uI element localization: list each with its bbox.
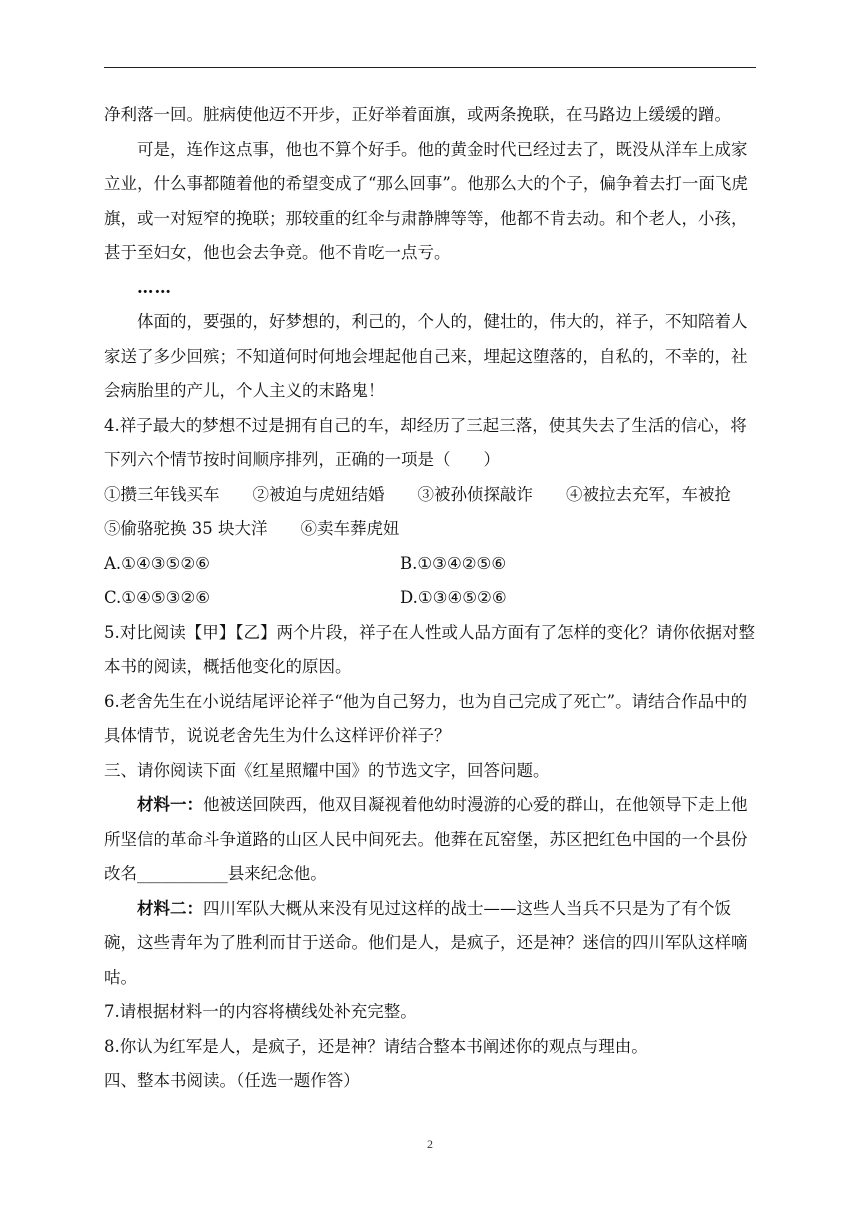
question-5: 5.对比阅读【甲】【乙】两个片段，祥子在人性或人品方面有了怎样的变化？请你依据对整本书的阅读，概括他变化的原因。: [104, 622, 755, 676]
section-4-heading: 四、整本书阅读。（任选一题作答）: [104, 1071, 360, 1090]
question-4-stem: 4.祥子最大的梦想不过是拥有自己的车，却经历了三起三落，使其失去了生活的信心，将下列六个情节按时间顺序排列，正确的一项是（ ）: [104, 415, 747, 469]
question-4-options-row-1: [104, 547, 756, 582]
question-4-events: ①攒三年钱买车 ②被迫与虎妞结婚 ③被孙侦探敲诈 ④被拉去充军，车被抢 ⑤偷骆驼换 35 块大洋 ⑥卖车葬虎妞: [104, 484, 764, 538]
passage-paragraph-1: 净利落一回。脏病使他迈不开步，正好举着面旗，或两条挽联，在马路边上缓缓的蹭。: [104, 105, 731, 124]
material-1: [104, 788, 756, 892]
passage-paragraph-2: 可是，连作这点事，他也不算个好手。他的黄金时代已经过去了，既没从洋车上成家立业，什么事都随着他的希望变成了“那么回事”。他那么大的个子，偏争着去打一面飞虎旗，或一对短窄的挽联；那较重的红伞与肃静牌等等，他都不肯去动。和个老人，小孩，甚于至妇女，他也会去争竞。他不肯吃一点亏。: [104, 139, 748, 262]
section-3-heading: 三、请你阅读下面《红星照耀中国》的节选文字，回答问题。: [104, 760, 550, 780]
material-2-label: 材料二：: [137, 898, 203, 918]
material-2: [104, 892, 756, 996]
page-content: [104, 98, 764, 1099]
option-c: C.①④⑤③②⑥: [104, 588, 211, 607]
passage-paragraph-3: 体面的，要强的，好梦想的，利己的，个人的，健壮的，伟大的，祥子，不知陪着人家送了多少回殡；不知道何时何地会埋起他自己来，埋起这堕落的，自私的，不幸的，社会病胎里的产儿，个人主义的末路鬼！: [104, 312, 748, 400]
material-1-label: 材料一：: [137, 795, 203, 814]
question-6: 6.老舍先生在小说结尾评论祥子“他为自己努力，也为自己完成了死亡”。请结合作品中的具体情节，说说老舍先生为什么这样评价祥子？: [104, 691, 748, 745]
material-2-text: 四川军队大概从来没有见过这样的战士——这些人当兵不只是为了有个饭碗，这些青年为了胜利而甘于送命。他们是人，是疯子，还是神？迷信的四川军队这样嘀咕。: [104, 898, 748, 987]
option-d: D.①③④⑤②⑥: [400, 588, 507, 607]
question-8: 8.你认为红军是人，是疯子，还是神？请结合整本书阐述你的观点与理由。: [104, 1036, 648, 1056]
option-a: A.①④③⑤②⑥: [104, 553, 210, 573]
question-4-options-row-2: [104, 581, 756, 616]
passage-ellipsis: ……: [137, 277, 172, 297]
page-number: 2: [427, 1137, 433, 1151]
header-rule: [104, 67, 756, 68]
question-7: 7.请根据材料一的内容将横线处补充完整。: [104, 1002, 417, 1021]
material-1-text: 他被送回陕西，他双目凝视着他幼时漫游的心爱的群山，在他领导下走上他所坚信的革命斗争道路的山区人民中间死去。他葬在瓦窑堡，苏区把红色中国的一个县份改名___________县来纪念他。: [104, 795, 748, 883]
option-b: B.①③④②⑤⑥: [400, 553, 507, 573]
